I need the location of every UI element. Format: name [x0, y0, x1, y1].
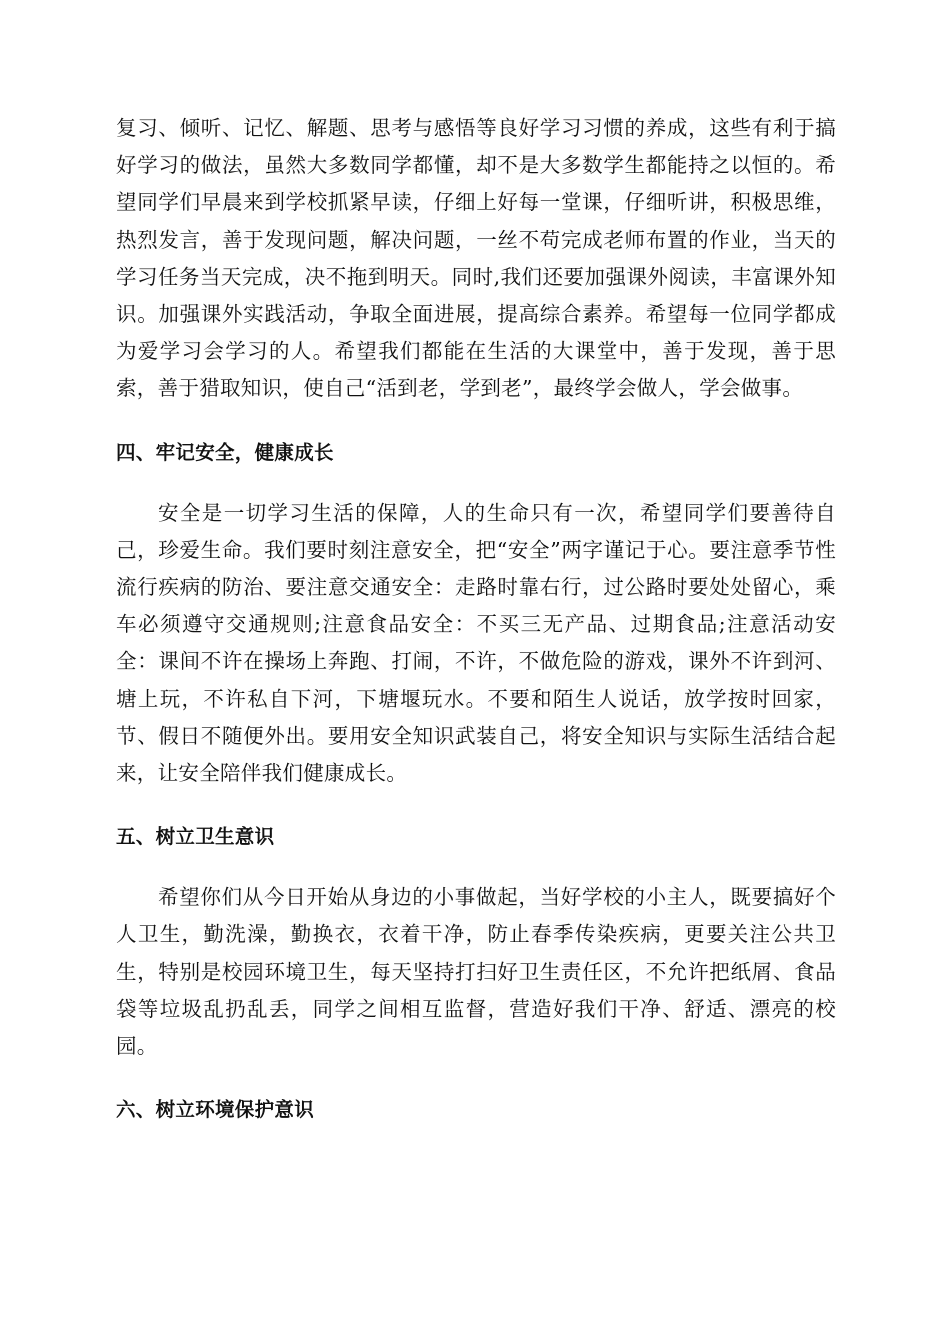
spacer	[116, 1065, 836, 1091]
document-page	[116, 110, 836, 1128]
section-heading-hygiene: 五、树立卫生意识	[116, 825, 275, 849]
body-paragraph-hygiene: 希望你们从今日开始从身边的小事做起，当好学校的小主人，既要搞好个人卫生，勤洗澡，勤换衣，衣着干净，防止春季传染疾病，更要关注公共卫生，特别是校园环境卫生，每天坚持打扫好卫生责任区，不允许把纸屑、食品袋等垃圾乱扔乱丢，同学之间相互监督，营造好我们干净、舒适、漂亮的校园。	[116, 885, 836, 1059]
section-heading-safety: 四、牢记安全，健康成长	[116, 440, 334, 464]
section-heading-environment: 六、树立环境保护意识	[116, 1098, 315, 1122]
spacer	[116, 408, 836, 434]
spacer	[116, 855, 836, 879]
body-paragraph-study-habits: 复习、倾听、记忆、解题、思考与感悟等良好学习习惯的养成，这些有利于搞好学习的做法，虽然大多数同学都懂，却不是大多数学生都能持之以恒的。希望同学们早晨来到学校抓紧早读，仔细上好每一堂课，仔细听讲，积极思维，热烈发言，善于发现问题，解决问题，一丝不苟完成老师布置的作业，当天的学习任务当天完成，决不拖到明天。同时,我们还要加强课外阅读，丰富课外知识。加强课外实践活动，争取全面进展，提高综合素养。希望每一位同学都成为爱学习会学习的人。希望我们都能在生活的大课堂中，善于发现，善于思索，善于猎取知识，使自己“活到老，学到老”，最终学会做人，学会做事。	[116, 116, 836, 401]
spacer	[116, 792, 836, 818]
body-paragraph-safety: 安全是一切学习生活的保障，人的生命只有一次，希望同学们要善待自己，珍爱生命。我们要时刻注意安全，把“安全”两字谨记于心。要注意季节性流行疾病的防治、要注意交通安全：走路时靠右行，过公路时要处处留心，乘车必须遵守交通规则;注意食品安全：不买三无产品、过期食品;注意活动安全：课间不许在操场上奔跑、打闹，不许，不做危险的游戏，课外不许到河、塘上玩，不许私自下河，下塘堰玩水。不要和陌生人说话，放学按时回家，节、假日不随便外出。要用安全知识武装自己，将安全知识与实际生活结合起来，让安全陪伴我们健康成长。	[116, 500, 836, 786]
spacer	[116, 471, 836, 495]
